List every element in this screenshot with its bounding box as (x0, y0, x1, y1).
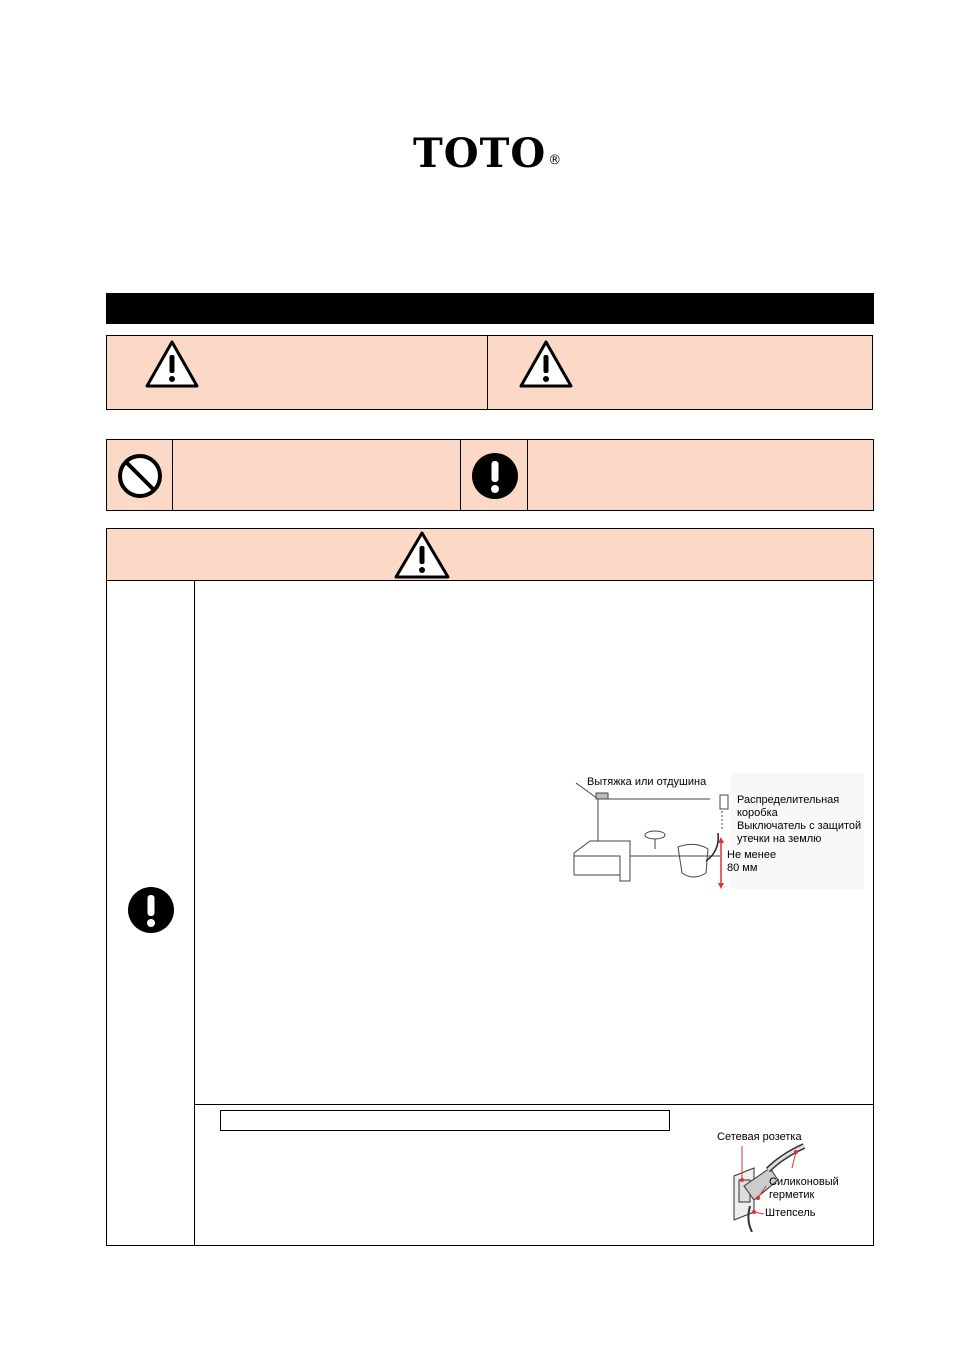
min-height-label-line1: Не менее (727, 849, 777, 861)
table-header (107, 529, 873, 581)
logo-text: TOTO (413, 130, 547, 177)
warning-triangle-icon (144, 339, 200, 389)
breaker-label-line2: утечки на землю (737, 833, 822, 845)
plug-label: Штепсель (765, 1207, 816, 1219)
text-frame (220, 1110, 670, 1131)
min-height-label-line2: 80 мм (727, 862, 758, 874)
mandatory-exclamation-icon (127, 886, 175, 934)
warning-legend-row (106, 335, 873, 410)
warning-triangle-icon (518, 339, 574, 389)
sealant-label-line1: Силиконовый (769, 1176, 839, 1188)
exhaust-label: Вытяжка или отдушина (587, 776, 707, 788)
warning-triangle-icon (393, 530, 451, 580)
junction-box-label-line2: коробка (737, 807, 778, 819)
section-header-bar (106, 293, 874, 324)
prohibition-circle-icon (116, 452, 164, 500)
breaker-label-line1: Выключатель с защитой (737, 820, 862, 832)
junction-box-label-line1: Распределительная (737, 794, 840, 806)
sealant-label-line2: герметик (769, 1189, 815, 1201)
installation-figure (570, 771, 864, 889)
symbol-legend-row (106, 439, 874, 511)
mandatory-exclamation-icon (471, 452, 519, 500)
socket-figure (712, 1128, 864, 1232)
registered-mark: ® (548, 153, 562, 168)
toto-logo (413, 130, 562, 177)
outlet-label: Сетевая розетка (717, 1131, 802, 1143)
